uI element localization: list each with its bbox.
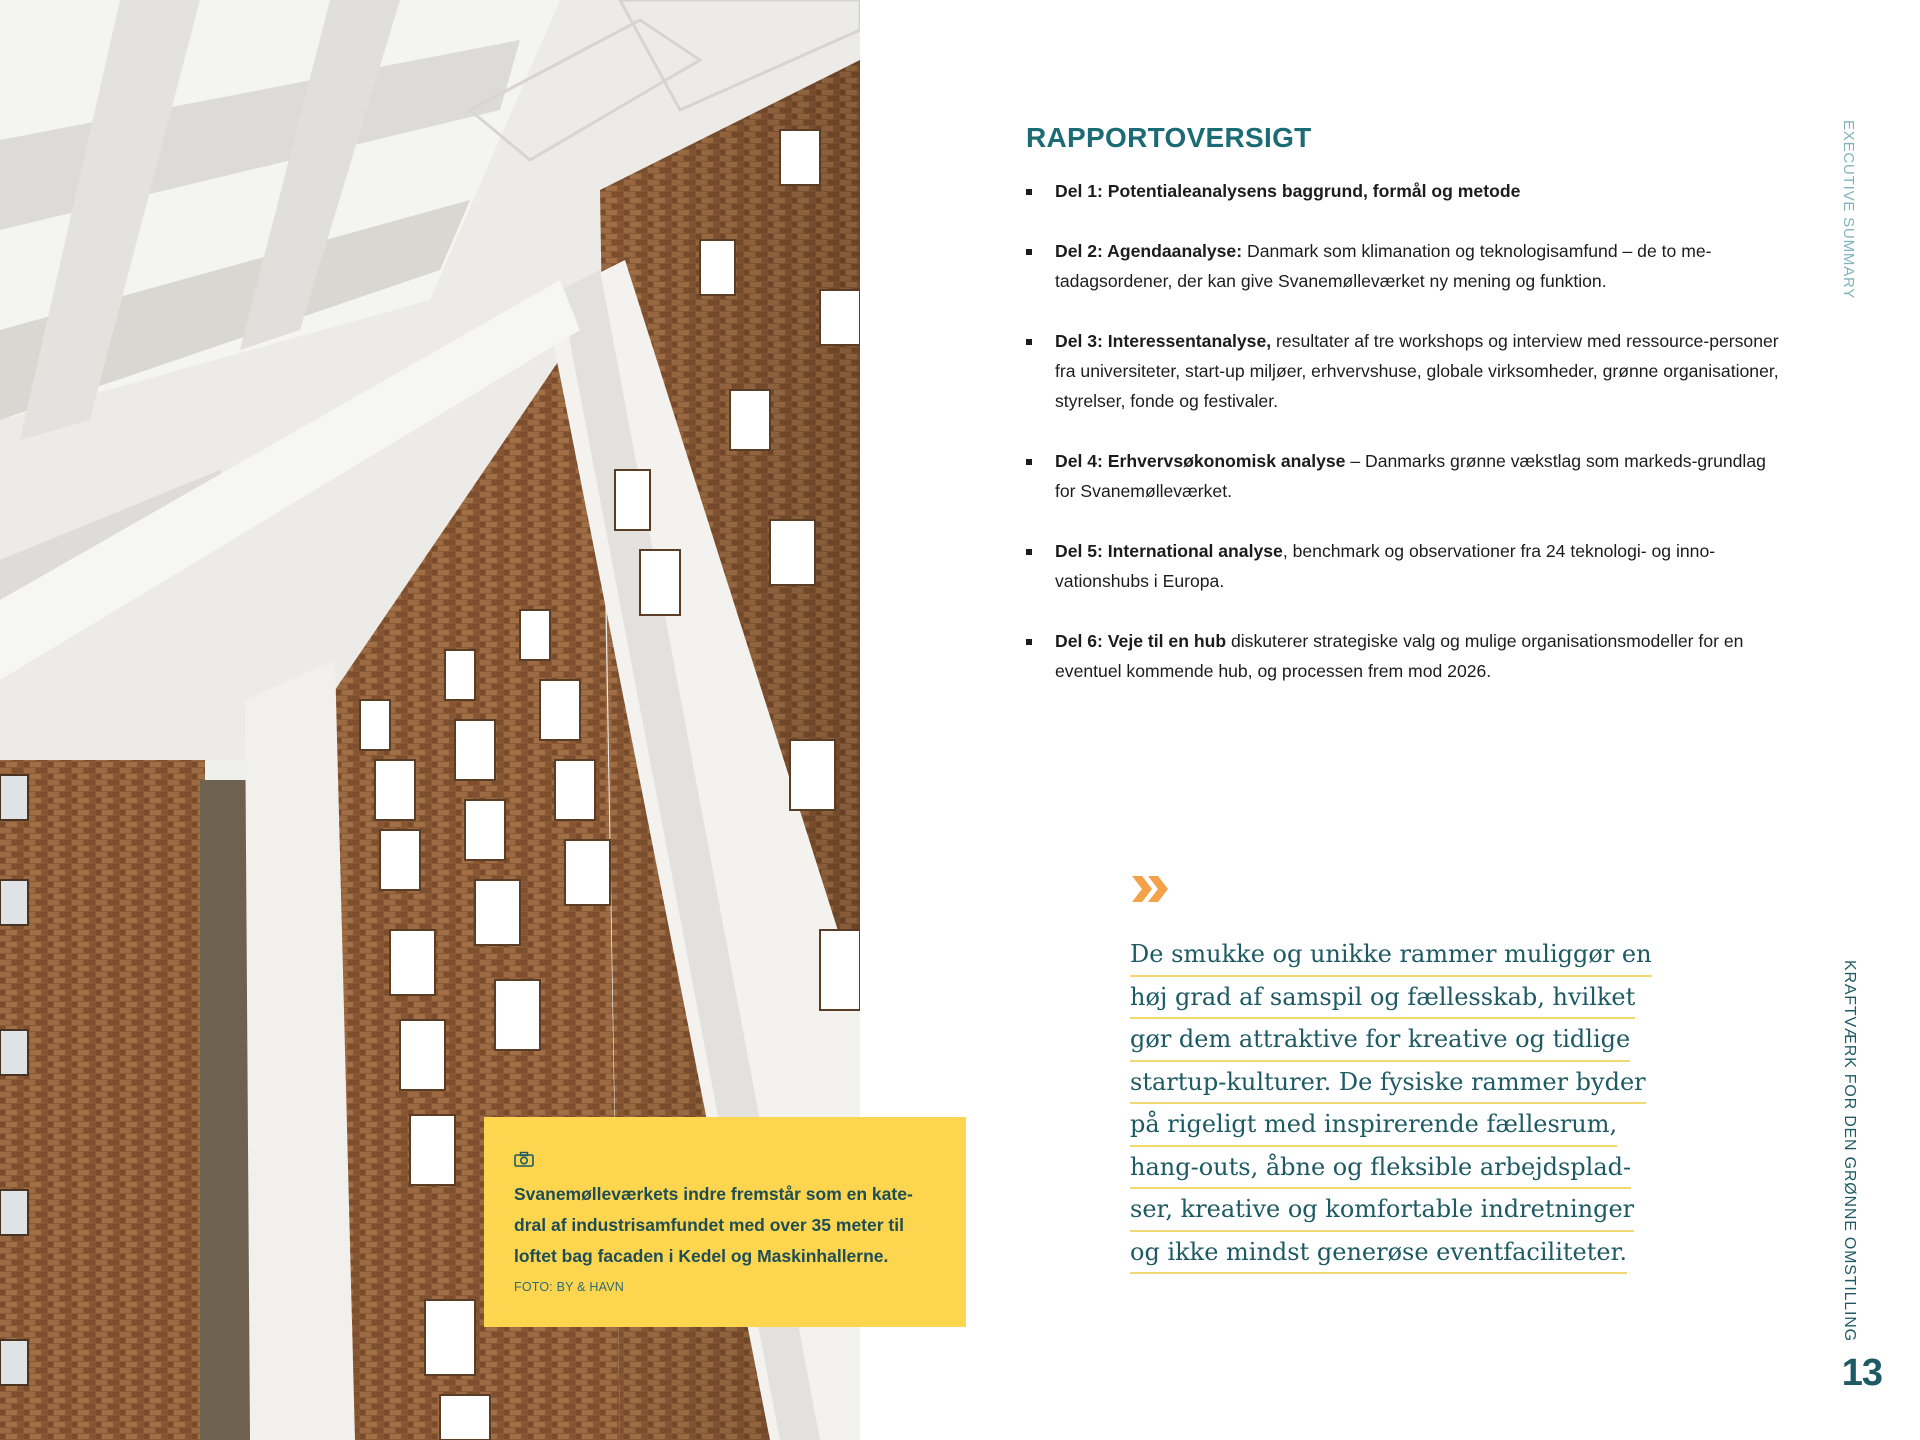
list-item — [1026, 446, 1786, 506]
double-chevron-quote-icon — [1130, 874, 1170, 904]
bullet-icon — [1026, 339, 1032, 345]
quote-line: startup-kulturer. De fysiske rammer byder — [1130, 1062, 1646, 1105]
item-text: – Danmarks grønne vækstlag som markeds-grundlag for Svanemølleværket. — [1055, 451, 1766, 501]
item-text: diskuterer strategiske valg og mulige organisationsmodeller for en eventuel kommende hub, og processen frem mod 2026. — [1055, 631, 1744, 681]
bullet-icon — [1026, 189, 1032, 195]
quote-line: gør dem attraktive for kreative og tidlige — [1130, 1019, 1630, 1062]
list-item — [1026, 326, 1786, 416]
quote-line: ser, kreative og komfortable indretninger — [1130, 1189, 1634, 1232]
quote-line: De smukke og unikke rammer muliggør en — [1130, 934, 1652, 977]
item-heading: Del 3: Interessentanalyse, — [1055, 331, 1272, 351]
photo-caption — [484, 1117, 966, 1327]
caption-line: Svanemølleværkets indre fremstår som en kate- — [514, 1184, 913, 1204]
caption-line: dral af industrisamfundet med over 35 meter til — [514, 1215, 904, 1235]
bullet-icon — [1026, 249, 1032, 255]
item-heading: Del 4: Erhvervsøkonomisk analyse — [1055, 451, 1346, 471]
camera-icon — [514, 1151, 534, 1167]
quote-line: på rigeligt med inspirerende fællesrum, — [1130, 1104, 1617, 1147]
item-heading: Del 2: Agendaanalyse: — [1055, 241, 1243, 261]
item-heading: Del 1: Potentialeanalysens baggrund, formål og metode — [1055, 181, 1521, 201]
photo-credit: FOTO: BY & HAVN — [514, 1280, 624, 1294]
quote-line: høj grad af samspil og fællesskab, hvilket — [1130, 977, 1635, 1020]
list-item — [1026, 626, 1786, 686]
list-item — [1026, 236, 1786, 296]
item-text: , benchmark og observationer fra 24 teknologi- og inno-vationshubs i Europa. — [1055, 541, 1716, 591]
item-text: resultater af tre workshops og interview med ressource-personer fra universiteter, start-up miljøer, erhvervshuse, globale virksomheder, grønne organisationer, styrelser, fonde og festivaler. — [1055, 331, 1779, 411]
section-label: EXECUTIVE SUMMARY — [1840, 120, 1857, 300]
overview-title: RAPPORTOVERSIGT — [1026, 122, 1312, 153]
caption-text — [514, 1179, 936, 1272]
item-text: Danmark som klimanation og teknologisamfund – de to me-tadagsordener, der kan give Svanemølleværket ny mening og funktion. — [1055, 241, 1712, 291]
page-number: 13 — [1841, 1352, 1882, 1394]
item-heading: Del 6: Veje til en hub — [1055, 631, 1227, 651]
document-title-label: KRAFTVÆRK FOR DEN GRØNNE OMSTILLING — [1841, 960, 1858, 1342]
bullet-icon — [1026, 459, 1032, 465]
quote-line: hang-outs, åbne og fleksible arbejdsplad- — [1130, 1147, 1631, 1190]
quote-line: og ikke mindst generøse eventfaciliteter. — [1130, 1232, 1627, 1275]
report-overview — [1026, 122, 1786, 716]
bullet-icon — [1026, 639, 1032, 645]
pull-quote — [1130, 934, 1650, 1274]
list-item — [1026, 176, 1786, 206]
item-heading: Del 5: International analyse — [1055, 541, 1283, 561]
overview-list — [1026, 176, 1786, 686]
bullet-icon — [1026, 549, 1032, 555]
list-item — [1026, 536, 1786, 596]
caption-line: loftet bag facaden i Kedel og Maskinhallerne. — [514, 1246, 889, 1266]
